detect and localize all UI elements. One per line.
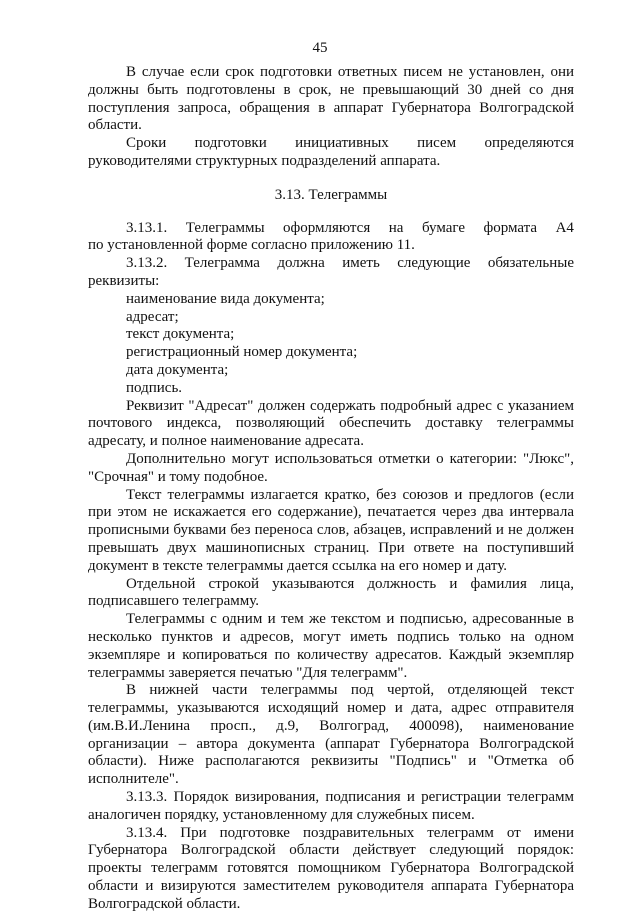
- requisite-item: адресат;: [126, 308, 179, 325]
- clause-word: оформляются: [283, 219, 371, 236]
- paragraph-copies: Телеграммы с одним и тем же текстом и подписью, адресованные в несколько пунктов и адресов, могут иметь подпись только на одном экземпляре и копироваться по количеству адресатов. Каждый экземпляр телеграммы заверяется печатью "Для телеграмм".: [88, 611, 574, 681]
- paragraph-reply-deadline: В случае если срок подготовки ответных писем не установлен, они должны быть подготовлены в срок, не превышающий 30 дней со дня поступления запроса, обращения в аппарат Губернатора Волгоградской области.: [88, 64, 574, 134]
- clause-word: А4: [555, 219, 574, 236]
- paragraph-footer-details: В нижней части телеграммы под чертой, отделяющей текст телеграммы, указываются исходящий номер и дата, адрес отправителя (им.В.И.Ленина просп., д.9, Волгоград, 400098), наименование организации – автора документа (аппарат Губернатора Волгоградской области). Ниже располагаются реквизиты "Подпись" и "Отметка об исполнителе".: [88, 682, 574, 788]
- clause-word: на: [388, 219, 404, 236]
- requisite-item: наименование вида документа;: [126, 290, 325, 307]
- section-title: 3.13. Телеграммы: [274, 186, 388, 203]
- clause-3-13-1-continuation: по установленной форме согласно приложению 11.: [88, 237, 415, 254]
- paragraph-category-marks: Дополнительно могут использоваться отметки о категории: "Люкс", "Срочная" и тому подобное.: [88, 450, 574, 485]
- requisite-item: регистрационный номер документа;: [126, 344, 358, 361]
- requisite-item: подпись.: [126, 379, 183, 396]
- document-body: [88, 64, 574, 914]
- paragraph-addressee: Реквизит "Адресат" должен содержать подробный адрес с указанием почтового индекса, позволяющий обеспечить доставку телеграммы адресату, и полное наименование адресата.: [88, 397, 574, 450]
- paragraph-initiative-letters: Сроки подготовки инициативных писем определяются руководителями структурных подразделений аппарата.: [88, 135, 574, 169]
- page-number: 45: [312, 40, 328, 56]
- requisite-item: дата документа;: [126, 361, 229, 378]
- clause-3-13-1-first-line: [88, 220, 574, 238]
- clause-3-13-2: 3.13.2. Телеграмма должна иметь следующие обязательные реквизиты:: [88, 255, 574, 289]
- clause-word: 3.13.1.: [126, 219, 168, 236]
- clause-3-13-4: 3.13.4. При подготовке поздравительных телеграмм от имени Губернатора Волгоградской области действует следующий порядок: проекты телеграмм готовятся помощником Губернатора Волгоградской области и визируются заместителем руководителя аппарата Губернатора Волгоградской области.: [88, 824, 574, 912]
- clause-word: формата: [483, 219, 538, 236]
- paragraph-telegram-text: Текст телеграммы излагается кратко, без союзов и предлогов (если при этом не искажается его содержание), печатается через два интервала прописными буквами без переноса слов, абзацев, исправлений и не должен превышать двух машинописных страниц. При ответе на поступивший документ в тексте телеграммы дается ссылка на его номер и дату.: [88, 486, 574, 574]
- paragraph-signer: Отдельной строкой указываются должность и фамилия лица, подписавшего телеграмму.: [88, 575, 574, 610]
- clause-word: бумаге: [421, 219, 465, 236]
- clause-word: Телеграммы: [185, 219, 265, 236]
- clause-3-13-3: 3.13.3. Порядок визирования, подписания и регистрации телеграмм аналогичен порядку, установленному для служебных писем.: [88, 789, 574, 823]
- requisite-item: текст документа;: [126, 326, 235, 343]
